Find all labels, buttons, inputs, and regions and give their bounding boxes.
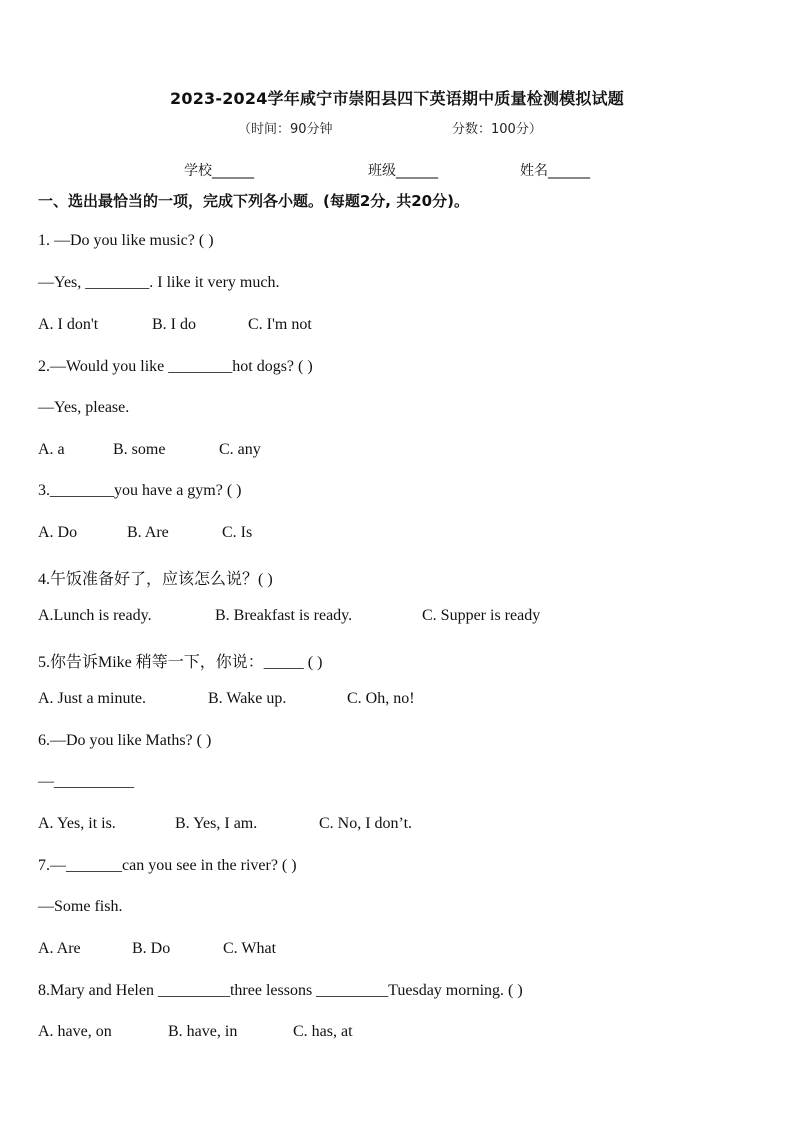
question-5-options xyxy=(38,690,415,708)
option[interactable]: B. some xyxy=(113,441,166,458)
option[interactable]: C. any xyxy=(219,441,261,458)
option[interactable]: A. have, on xyxy=(38,1023,112,1040)
exam-time: （时间：90分钟 xyxy=(238,122,333,137)
question-1-stem: 1. —Do you like music? ( ) xyxy=(38,232,214,249)
option[interactable]: B. Wake up. xyxy=(208,690,287,707)
class-field: 班级______ xyxy=(368,163,438,179)
question-2-answer-line: —Yes, please. xyxy=(38,399,130,416)
question-2-options xyxy=(38,441,261,459)
option[interactable]: B. Breakfast is ready. xyxy=(215,607,353,624)
option[interactable]: A. Do xyxy=(38,524,78,541)
question-7-stem: 7.—_______can you see in the river? ( ) xyxy=(38,857,297,874)
option[interactable]: B. I do xyxy=(152,316,196,333)
question-6-options xyxy=(38,815,412,833)
option[interactable]: C. Is xyxy=(222,524,253,541)
question-3-stem: 3.________you have a gym? ( ) xyxy=(38,482,242,499)
question-8-options xyxy=(38,1023,353,1041)
question-6-stem: 6.—Do you like Maths? ( ) xyxy=(38,732,212,749)
question-1-answer-line: —Yes, ________. I like it very much. xyxy=(38,274,280,291)
option[interactable]: B. Yes, I am. xyxy=(175,815,258,832)
question-7-answer-line: —Some fish. xyxy=(38,898,123,915)
school-field: 学校______ xyxy=(184,163,254,179)
option[interactable]: A. Yes, it is. xyxy=(38,815,116,832)
option[interactable]: B. Do xyxy=(132,940,171,957)
question-8-stem: 8.Mary and Helen _________three lessons _________Tuesday morning. ( ) xyxy=(38,982,523,999)
question-4-stem: 4.午饭准备好了，应该怎么说？( ) xyxy=(38,571,273,588)
question-2-stem: 2.—Would you like ________hot dogs? ( ) xyxy=(38,358,313,375)
option[interactable]: C. Supper is ready xyxy=(422,607,541,624)
section-title: 一、选出最恰当的一项，完成下列各小题。(每题2分, 共20分)。 xyxy=(38,192,469,210)
option[interactable]: C. has, at xyxy=(293,1023,353,1040)
question-1-options xyxy=(38,316,312,334)
option[interactable]: C. What xyxy=(223,940,277,957)
exam-score: 分数：100分） xyxy=(452,122,542,137)
question-5-stem: 5.你告诉Mike 稍等一下，你说：_____ ( ) xyxy=(38,654,323,671)
option[interactable]: A. a xyxy=(38,441,65,458)
option[interactable]: B. have, in xyxy=(168,1023,238,1040)
option[interactable]: A.Lunch is ready. xyxy=(38,607,152,624)
option[interactable]: A. Just a minute. xyxy=(38,690,146,707)
option[interactable]: A. Are xyxy=(38,940,81,957)
exam-title: 2023-2024学年咸宁市崇阳县四下英语期中质量检测模拟试题 xyxy=(170,89,624,108)
name-field: 姓名______ xyxy=(520,163,590,179)
question-4-options xyxy=(38,607,540,625)
option[interactable]: C. I'm not xyxy=(248,316,312,333)
question-6-answer-line: —__________ xyxy=(38,773,134,790)
option[interactable]: C. Oh, no! xyxy=(347,690,415,707)
option[interactable]: B. Are xyxy=(127,524,169,541)
question-3-options xyxy=(38,524,252,542)
question-7-options xyxy=(38,940,276,958)
option[interactable]: A. I don't xyxy=(38,316,99,333)
option[interactable]: C. No, I don’t. xyxy=(319,815,413,832)
